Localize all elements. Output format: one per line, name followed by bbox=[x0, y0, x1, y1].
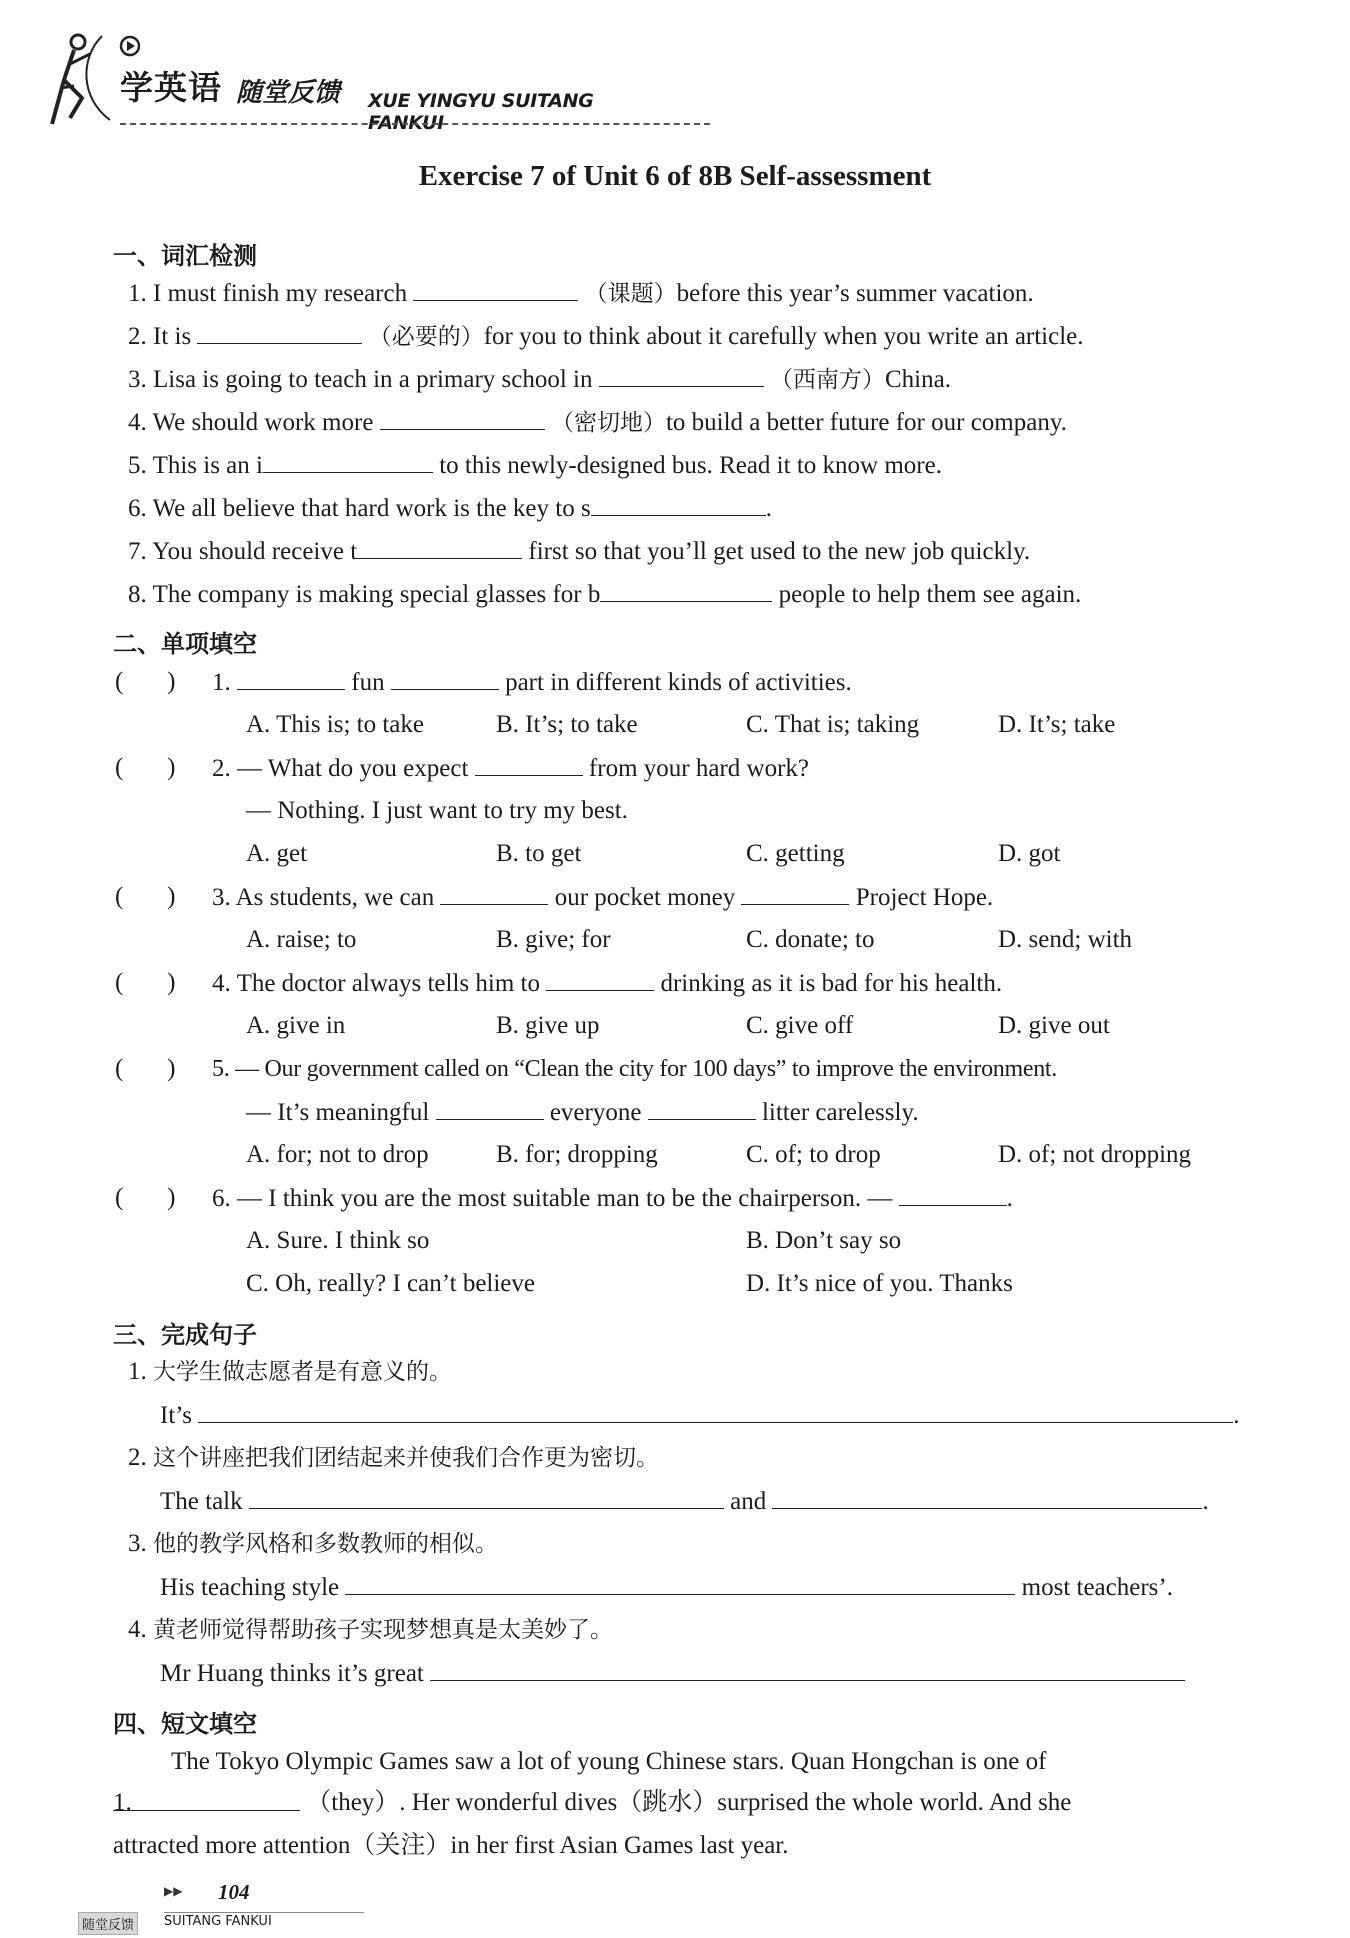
sentence-2-english: The talk and . bbox=[160, 1488, 1209, 1515]
vocab-item-2: 2. It is （必要的）for you to think about it carefully when you write an article. bbox=[128, 323, 1084, 350]
section-heading-complete-sentences: 三、完成句子 bbox=[113, 1321, 257, 1349]
vocab-blank-2[interactable] bbox=[197, 321, 362, 344]
brand-english: XUE YINGYU SUITANG FANKUI bbox=[368, 90, 594, 134]
mc1-option-c[interactable]: C. That is; taking bbox=[746, 711, 920, 738]
mc4-option-c[interactable]: C. give off bbox=[746, 1012, 854, 1039]
mc3-option-a[interactable]: A. raise; to bbox=[246, 926, 357, 953]
sentence-3-blank[interactable] bbox=[345, 1572, 1015, 1595]
cloze-line-1: The Tokyo Olympic Games saw a lot of young Chinese stars. Quan Hongchan is one of bbox=[171, 1748, 1047, 1775]
mc5-option-d[interactable]: D. of; not dropping bbox=[998, 1141, 1192, 1168]
page-footer bbox=[78, 1880, 288, 1933]
mc-blank[interactable] bbox=[741, 882, 849, 905]
mc-blank[interactable] bbox=[899, 1183, 1007, 1206]
sentence-2-chinese: 2. 这个讲座把我们团结起来并使我们合作更为密切。 bbox=[128, 1444, 659, 1471]
mc2-option-a[interactable]: A. get bbox=[246, 840, 308, 867]
mc5-option-b[interactable]: B. for; dropping bbox=[496, 1141, 658, 1168]
header-banner bbox=[50, 28, 670, 134]
mc2-option-b[interactable]: B. to get bbox=[496, 840, 582, 867]
header-dotted-rule bbox=[120, 123, 710, 125]
mc-blank[interactable] bbox=[391, 667, 499, 690]
mc-blank[interactable] bbox=[436, 1097, 544, 1120]
double-arrow-icon: ▶▶ bbox=[164, 1884, 183, 1898]
mc6-option-c[interactable]: C. Oh, really? I can’t believe bbox=[246, 1270, 536, 1297]
vocab-blank-4[interactable] bbox=[380, 407, 545, 430]
mc3-option-c[interactable]: C. donate; to bbox=[746, 926, 875, 953]
mc-question-2: 2. — What do you expect from your hard work? bbox=[212, 755, 809, 782]
brand-chinese: 学英语 bbox=[120, 68, 222, 107]
cloze-line-3: attracted more attention（关注）in her first Asian Games last year. bbox=[113, 1832, 789, 1859]
cloze-blank-1[interactable]: 1. bbox=[113, 1788, 300, 1811]
vocab-blank-7[interactable] bbox=[357, 536, 522, 559]
sentence-3-chinese: 3. 他的教学风格和多数教师的相似。 bbox=[128, 1530, 498, 1557]
mc6-option-d[interactable]: D. It’s nice of you. Thanks bbox=[746, 1270, 1013, 1297]
answer-bracket-5[interactable]: ( ) bbox=[115, 1055, 176, 1082]
cloze-line-2: 1. （they）. Her wonderful dives（跳水）surprised the whole world. And she bbox=[113, 1789, 1072, 1816]
mc-question-1: 1. fun part in different kinds of activities. bbox=[212, 669, 852, 696]
vocab-blank-8[interactable] bbox=[600, 579, 772, 602]
vocab-item-3: 3. Lisa is going to teach in a primary school in （西南方）China. bbox=[128, 366, 951, 393]
brand-chinese-sub: 随堂反馈 bbox=[236, 78, 341, 108]
mc2-reply: — Nothing. I just want to try my best. bbox=[246, 797, 628, 824]
sentence-3-english: His teaching style most teachers’. bbox=[160, 1574, 1173, 1601]
section-heading-cloze: 四、短文填空 bbox=[113, 1710, 257, 1738]
answer-bracket-2[interactable]: ( ) bbox=[115, 754, 176, 781]
mc-question-6: 6. — I think you are the most suitable man to be the chairperson. — . bbox=[212, 1185, 1013, 1212]
page-title: Exercise 7 of Unit 6 of 8B Self-assessment bbox=[418, 160, 932, 192]
mc2-option-d[interactable]: D. got bbox=[998, 840, 1061, 867]
sentence-1-english: It’s . bbox=[160, 1402, 1240, 1429]
answer-bracket-1[interactable]: ( ) bbox=[115, 668, 176, 695]
mc-question-4: 4. The doctor always tells him to drinking as it is bad for his health. bbox=[212, 970, 1003, 997]
mc-question-3: 3. As students, we can our pocket money Project Hope. bbox=[212, 884, 994, 911]
mc5-reply: — It’s meaningful everyone litter carelessly. bbox=[246, 1099, 919, 1126]
mc4-option-d[interactable]: D. give out bbox=[998, 1012, 1110, 1039]
vocab-blank-5[interactable] bbox=[263, 450, 433, 473]
mc3-option-b[interactable]: B. give; for bbox=[496, 926, 611, 953]
mc-blank[interactable] bbox=[475, 753, 583, 776]
sentence-4-chinese: 4. 黄老师觉得帮助孩子实现梦想真是太美妙了。 bbox=[128, 1616, 613, 1643]
vocab-item-5: 5. This is an i to this newly-designed bus. Read it to know more. bbox=[128, 452, 942, 479]
vocab-item-7: 7. You should receive t first so that you’ll get used to the new job quickly. bbox=[128, 538, 1031, 565]
mc5-option-a[interactable]: A. for; not to drop bbox=[246, 1141, 429, 1168]
sentence-2-blank-b[interactable] bbox=[772, 1486, 1202, 1509]
vocab-blank-1[interactable] bbox=[413, 278, 578, 301]
mc1-option-d[interactable]: D. It’s; take bbox=[998, 711, 1116, 738]
mc-blank[interactable] bbox=[648, 1097, 756, 1120]
mc4-option-b[interactable]: B. give up bbox=[496, 1012, 600, 1039]
footer-brand-box: 随堂反馈 bbox=[78, 1912, 138, 1935]
section-heading-vocabulary: 一、词汇检测 bbox=[113, 242, 257, 270]
vocab-item-4: 4. We should work more （密切地）to build a better future for our company. bbox=[128, 409, 1067, 436]
answer-bracket-6[interactable]: ( ) bbox=[115, 1184, 176, 1211]
sentence-4-blank[interactable] bbox=[430, 1658, 1185, 1681]
footer-brand-english: SUITANG FANKUI bbox=[164, 1914, 272, 1929]
mc6-option-a[interactable]: A. Sure. I think so bbox=[246, 1227, 430, 1254]
sentence-4-english: Mr Huang thinks it’s great bbox=[160, 1658, 1185, 1689]
mc6-option-b[interactable]: B. Don’t say so bbox=[746, 1227, 902, 1254]
section-heading-multiple-choice: 二、单项填空 bbox=[113, 630, 257, 658]
mc-blank[interactable] bbox=[546, 968, 654, 991]
mc5-option-c[interactable]: C. of; to drop bbox=[746, 1141, 881, 1168]
mc-question-5: 5. — Our government called on “Clean the city for 100 days” to improve the environment. bbox=[212, 1056, 1058, 1082]
mc4-option-a[interactable]: A. give in bbox=[246, 1012, 346, 1039]
answer-bracket-4[interactable]: ( ) bbox=[115, 969, 176, 996]
vocab-blank-3[interactable] bbox=[599, 364, 764, 387]
mc1-option-a[interactable]: A. This is; to take bbox=[246, 711, 425, 738]
mc2-option-c[interactable]: C. getting bbox=[746, 840, 845, 867]
sentence-1-blank[interactable] bbox=[198, 1400, 1233, 1423]
mc1-option-b[interactable]: B. It’s; to take bbox=[496, 711, 638, 738]
mc-blank[interactable] bbox=[440, 882, 548, 905]
mc3-option-d[interactable]: D. send; with bbox=[998, 926, 1133, 953]
page-number: 104 bbox=[218, 1880, 250, 1904]
sentence-1-chinese: 1. 大学生做志愿者是有意义的。 bbox=[128, 1358, 452, 1385]
vocab-blank-6[interactable] bbox=[591, 493, 766, 516]
mc-blank[interactable] bbox=[237, 667, 345, 690]
footer-rule bbox=[164, 1912, 364, 1913]
vocab-item-1: 1. I must finish my research （课题）before this year’s summer vacation. bbox=[128, 280, 1034, 307]
vocab-item-6: 6. We all believe that hard work is the key to s . bbox=[128, 495, 772, 522]
vocab-item-8: 8. The company is making special glasses for b people to help them see again. bbox=[128, 581, 1082, 608]
sentence-2-blank-a[interactable] bbox=[249, 1486, 724, 1509]
answer-bracket-3[interactable]: ( ) bbox=[115, 883, 176, 910]
